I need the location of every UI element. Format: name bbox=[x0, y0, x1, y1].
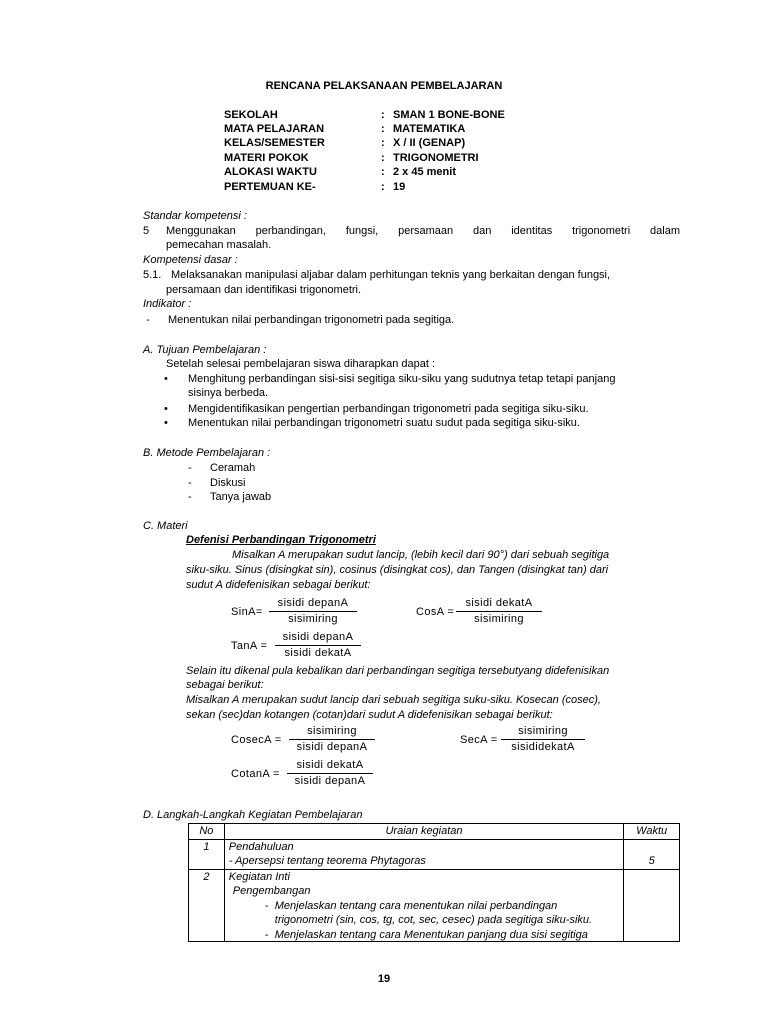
table-row bbox=[189, 839, 680, 869]
formula-numerator: sisidi dekatA bbox=[296, 759, 364, 771]
kompetensi-number: 5.1. bbox=[143, 269, 162, 281]
metode-dash: - bbox=[188, 477, 192, 489]
formula-lhs: TanA = bbox=[231, 640, 268, 652]
identity-value: TRIGONOMETRI bbox=[393, 152, 479, 164]
materi-p3-line-1: Misalkan A merupakan sudut lancip dari sebuah segitiga suku-siku. Kosecan (cosec), bbox=[186, 694, 601, 706]
materi-p2-line-2: sebagai berikut: bbox=[186, 679, 264, 691]
identity-sep: : bbox=[381, 123, 385, 135]
activities-table bbox=[188, 823, 680, 942]
tujuan-intro: Setelah selesai pembelajaran siswa diharapkan dapat : bbox=[166, 358, 436, 370]
formula-lhs: CotanA = bbox=[231, 768, 280, 780]
standar-heading: Standar kompetensi : bbox=[143, 210, 247, 222]
formula-tan bbox=[231, 630, 371, 662]
metode-item-2: Diskusi bbox=[210, 477, 246, 489]
materi-p2-line-1: Selain itu dikenal pula kebalikan dari perbandingan segitiga tersebutyang didefenisikan bbox=[186, 665, 610, 677]
identity-key: KELAS/SEMESTER bbox=[224, 137, 325, 149]
indikator-heading: Indikator : bbox=[143, 298, 192, 310]
indikator-text: Menentukan nilai perbandingan trigonometri pada segitiga. bbox=[168, 314, 455, 326]
table-header-row bbox=[189, 824, 680, 840]
formula-numerator: sisimiring bbox=[518, 725, 568, 737]
formula-numerator: sisimiring bbox=[307, 725, 357, 737]
identity-value: X / II (GENAP) bbox=[393, 137, 466, 149]
tujuan-item-3: Menentukan nilai perbandingan trigonometri suatu sudut pada segitiga siku-siku. bbox=[188, 417, 580, 429]
row-line: - Apersepsi tentang teorema Phytagoras bbox=[228, 855, 426, 867]
identity-sep: : bbox=[381, 152, 385, 164]
identity-key: MATA PELAJARAN bbox=[224, 123, 325, 135]
metode-heading: B. Metode Pembelajaran : bbox=[143, 447, 271, 459]
identity-key: SEKOLAH bbox=[224, 109, 278, 121]
tujuan-item-1-line-1: Menghitung perbandingan sisi-sisi segitiga siku-siku yang sudutnya tetap tetapi panjang bbox=[188, 373, 616, 385]
header-no: No bbox=[189, 824, 225, 840]
formula-denominator: sisididekatA bbox=[511, 741, 575, 753]
bullet-icon: • bbox=[164, 373, 168, 385]
formula-cos bbox=[416, 596, 546, 628]
row-line bbox=[229, 928, 620, 941]
header-waktu: Waktu bbox=[624, 824, 680, 840]
formula-lhs: SinA= bbox=[231, 606, 263, 618]
row-no: 1 bbox=[189, 839, 225, 869]
materi-heading: C. Materi bbox=[143, 520, 188, 532]
formula-cosec bbox=[231, 724, 381, 756]
standar-line-1: Menggunakan perbandingan, fungsi, persamaan dan identitas trigonometri dalam bbox=[166, 225, 680, 237]
identity-sep: : bbox=[381, 181, 385, 193]
identity-key: ALOKASI WAKTU bbox=[224, 166, 317, 178]
identity-sep: : bbox=[381, 109, 385, 121]
formula-denominator: sisidi depanA bbox=[296, 741, 368, 753]
formula-denominator: sisidi dekatA bbox=[284, 647, 352, 659]
bullet-icon: • bbox=[164, 403, 168, 415]
identity-value: MATEMATIKA bbox=[393, 123, 466, 135]
identity-sep: : bbox=[381, 166, 385, 178]
formula-denominator: sisimiring bbox=[474, 613, 524, 625]
tujuan-heading: A. Tujuan Pembelajaran : bbox=[143, 344, 267, 356]
row-text: Menjelaskan tentang cara Menentukan panjang dua sisi segitiga bbox=[274, 928, 588, 941]
formula-lhs: SecA = bbox=[460, 734, 498, 746]
formula-numerator: sisidi depanA bbox=[282, 631, 354, 643]
materi-p1-line-1: Misalkan A merupakan sudut lancip, (lebih kecil dari 90°) dari sebuah segitiga bbox=[232, 549, 610, 561]
identity-value: SMAN 1 BONE-BONE bbox=[393, 109, 505, 121]
row-no: 2 bbox=[189, 869, 225, 941]
identity-key: MATERI POKOK bbox=[224, 152, 309, 164]
metode-dash: - bbox=[188, 462, 192, 474]
formula-numerator: sisidi depanA bbox=[277, 597, 349, 609]
metode-item-1: Ceramah bbox=[210, 462, 256, 474]
identity-value: 2 x 45 menit bbox=[393, 166, 456, 178]
langkah-heading: D. Langkah-Langkah Kegiatan Pembelajaran bbox=[143, 809, 363, 821]
header-uraian: Uraian kegiatan bbox=[224, 824, 624, 840]
row-waktu bbox=[624, 869, 680, 941]
row-dash: - bbox=[264, 928, 269, 941]
metode-item-3: Tanya jawab bbox=[210, 491, 272, 503]
identity-value: 19 bbox=[393, 181, 406, 193]
row-text: Menjelaskan tentang cara menentukan nilai perbandingan bbox=[274, 899, 558, 912]
materi-subheading: Defenisi Perbandingan Trigonometri bbox=[186, 534, 376, 546]
standar-line-2: pemecahan masalah. bbox=[166, 239, 272, 251]
row-uraian bbox=[224, 839, 624, 869]
kompetensi-line-1: Melaksanakan manipulasi aljabar dalam perhitungan teknis yang berkaitan dengan fungsi, bbox=[171, 269, 611, 281]
row-waktu: 5 bbox=[624, 839, 680, 869]
row-dash: - bbox=[264, 899, 269, 912]
identity-sep: : bbox=[381, 137, 385, 149]
formula-lhs: CosA = bbox=[416, 606, 455, 618]
standar-number: 5 bbox=[143, 225, 150, 237]
row-line: trigonometri (sin, cos, tg, cot, sec, cesec) pada segitiga siku-siku. bbox=[274, 914, 593, 926]
row-line: Pendahuluan bbox=[228, 840, 294, 853]
formula-numerator: sisidi dekatA bbox=[465, 597, 533, 609]
materi-p3-line-2: sekan (sec)dan kotangen (cotan)dari sudut A didefenisikan sebagai berikut: bbox=[186, 709, 553, 721]
kompetensi-line-2: persamaan dan identifikasi trigonometri. bbox=[166, 284, 362, 296]
row-line: Kegiatan Inti bbox=[228, 870, 290, 883]
row-uraian bbox=[224, 869, 624, 941]
tujuan-item-1-line-2: sisinya berbeda. bbox=[188, 387, 269, 399]
row-line: Pengembangan bbox=[232, 885, 311, 897]
formula-denominator: sisidi depanA bbox=[294, 775, 366, 787]
formula-denominator: sisimiring bbox=[288, 613, 338, 625]
formula-sec bbox=[460, 724, 590, 756]
document-title: RENCANA PELAKSANAAN PEMBELAJARAN bbox=[265, 80, 503, 92]
formula-sin bbox=[231, 596, 361, 628]
bullet-icon: • bbox=[164, 417, 168, 429]
page-number: 19 bbox=[377, 973, 391, 985]
formula-cotan bbox=[231, 758, 381, 790]
formula-lhs: CosecA = bbox=[231, 734, 282, 746]
materi-p1-line-3: sudut A didefenisikan sebagai berikut: bbox=[186, 579, 371, 591]
tujuan-item-2: Mengidentifikasikan pengertian perbandingan trigonometri pada segitiga siku-siku. bbox=[188, 403, 589, 415]
metode-dash: - bbox=[188, 491, 192, 503]
materi-p1-line-2: siku-siku. Sinus (disingkat sin), cosinus (disingkat cos), dan Tangen (disingkat tan) dari bbox=[186, 564, 609, 576]
indikator-dash: - bbox=[146, 314, 150, 326]
kompetensi-heading: Kompetensi dasar : bbox=[143, 254, 238, 266]
table-row bbox=[189, 869, 680, 941]
row-line bbox=[229, 899, 620, 914]
identity-key: PERTEMUAN KE- bbox=[224, 181, 316, 193]
